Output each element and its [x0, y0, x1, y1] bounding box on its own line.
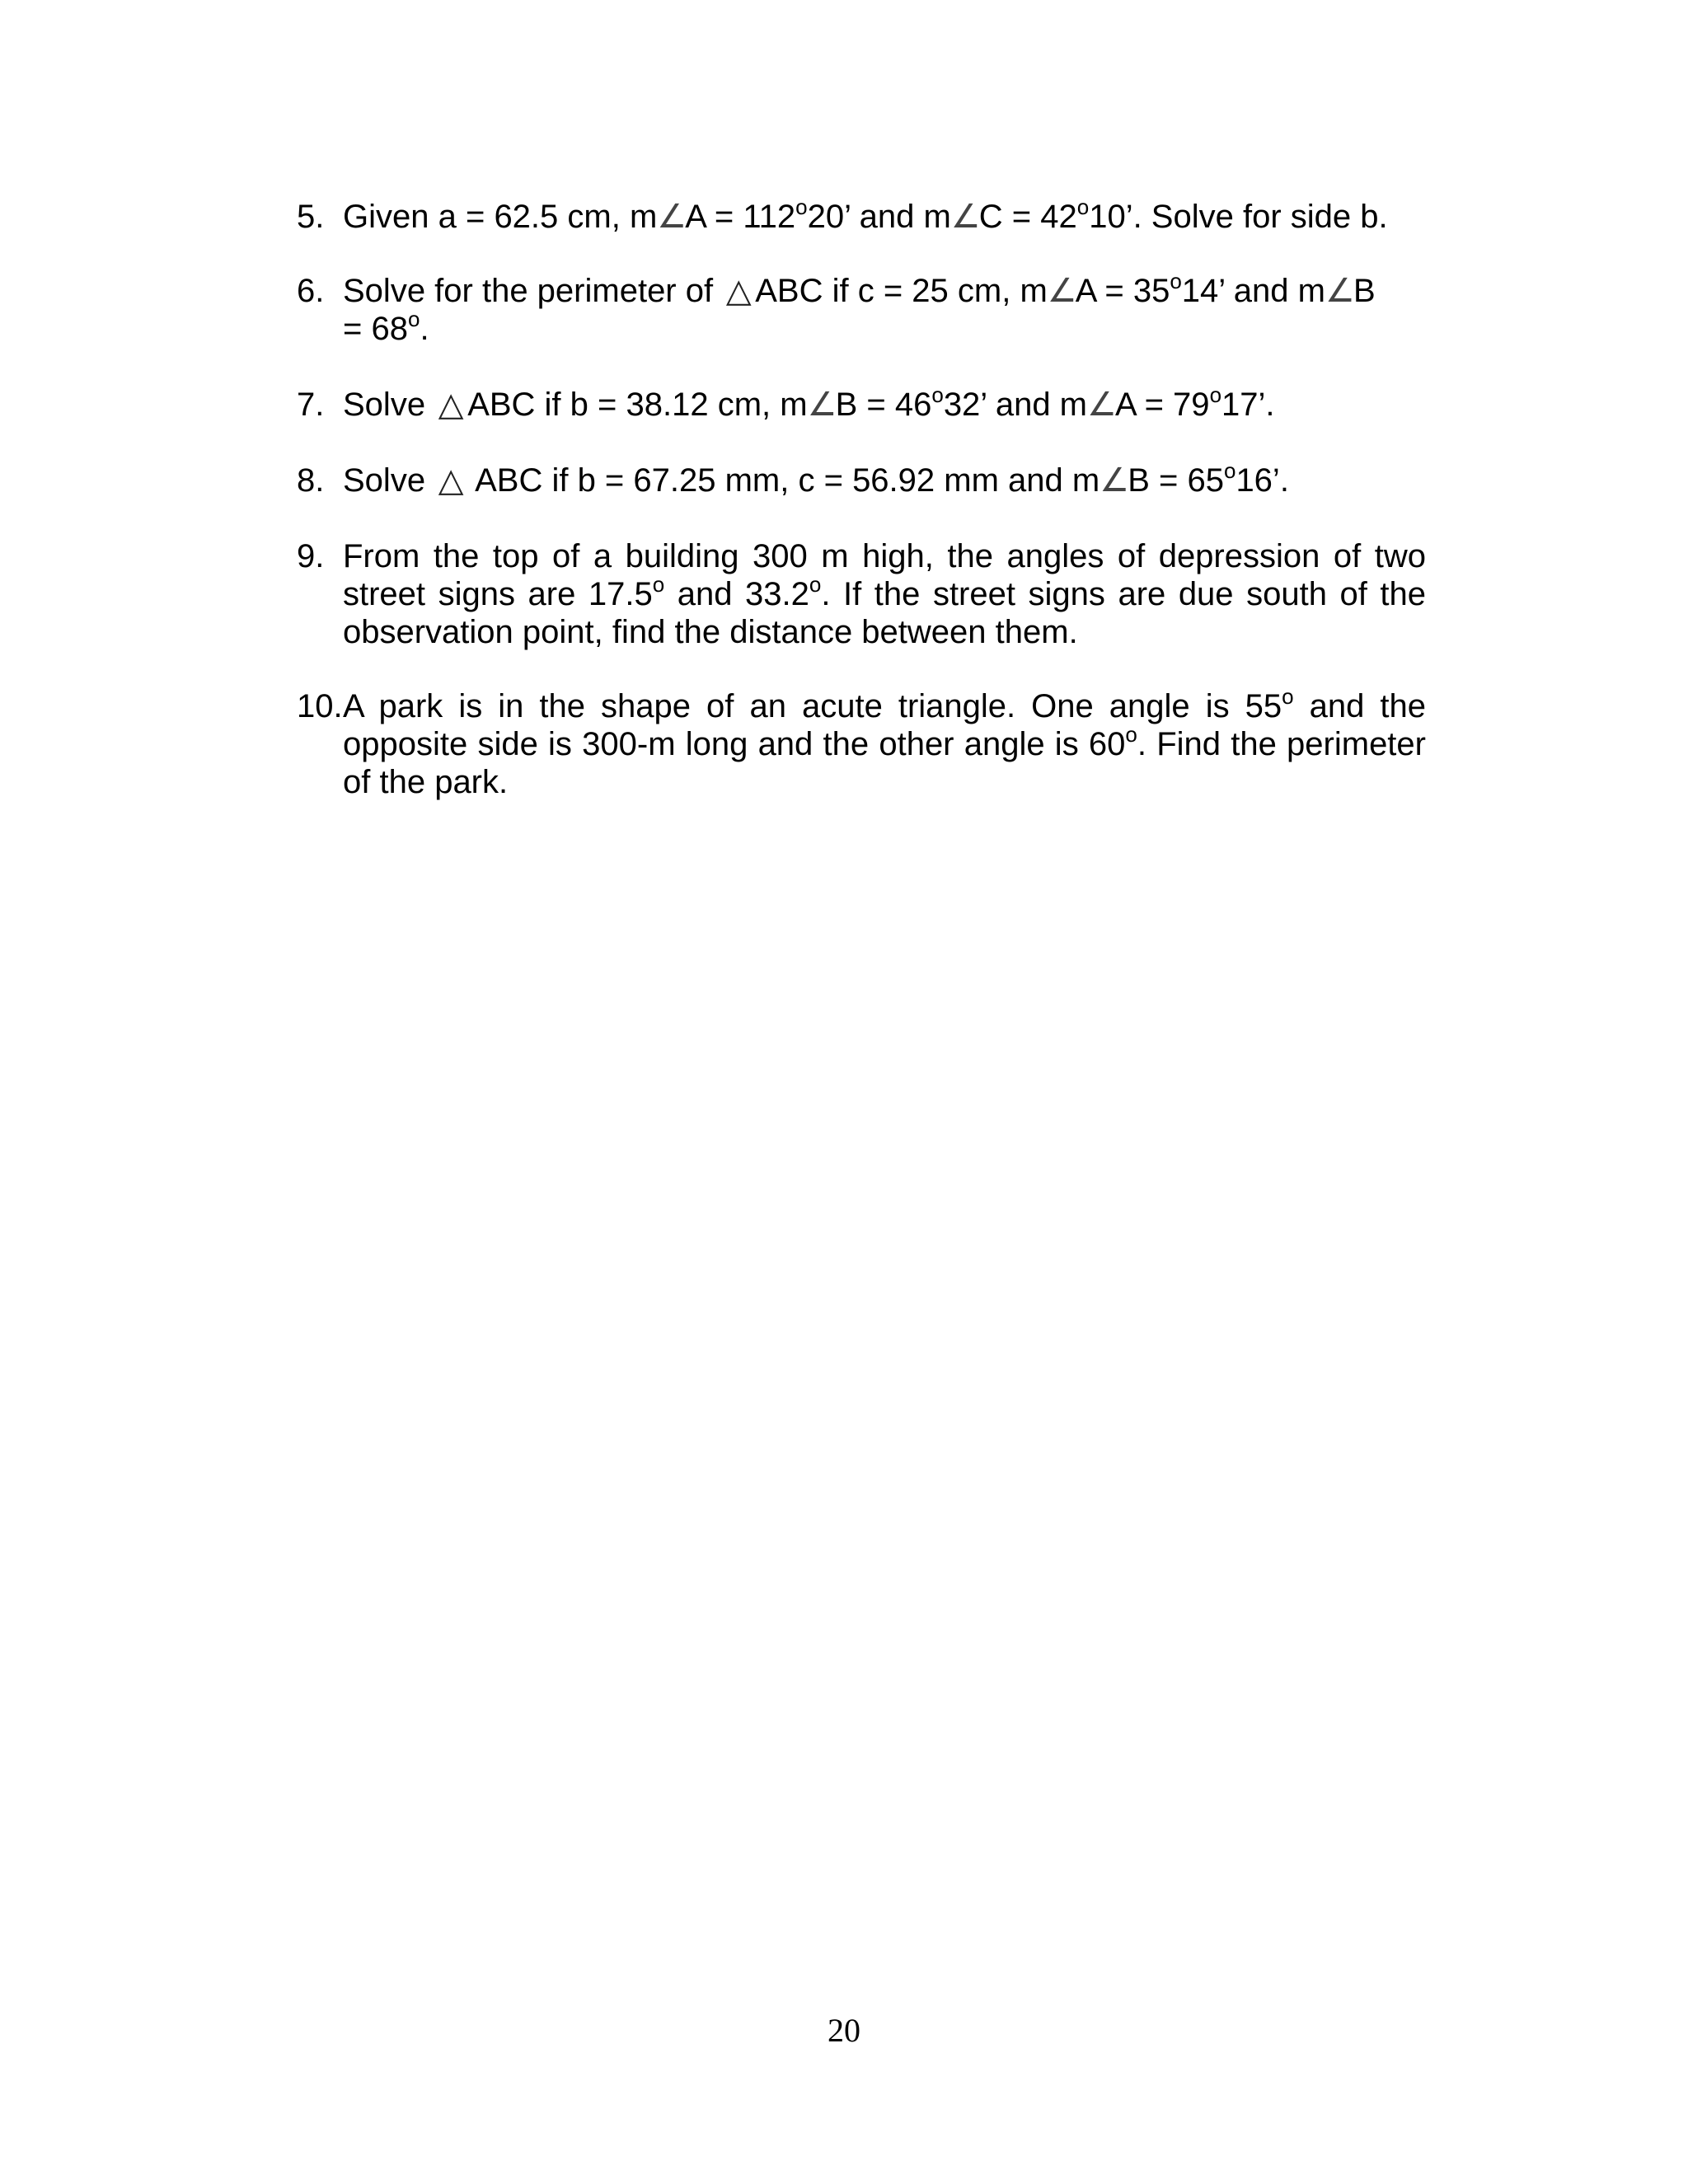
degree-mark: o: [652, 571, 665, 597]
degree-mark: o: [1209, 382, 1222, 407]
problem-text: [343, 194, 1426, 236]
problem-text: [343, 382, 1426, 424]
angle-symbol: ∠: [657, 199, 687, 235]
angle-symbol: ∠: [950, 199, 981, 235]
problem-line: Given a = 62.5 cm, m∠A = $112^o20$’ and m∠C = $42^o10$’. Solve for side b.: [343, 194, 1388, 235]
problem-line: street signs are 17.5$^o$ and 33.2$^o$. If the street signs are due south of the: [343, 571, 1427, 612]
problem-line: Solve △ ABC if b = 38.12 cm, m∠B = $46^o32$’ and m∠A = $79^o17$’.: [343, 382, 1275, 423]
problem-text: [343, 268, 1426, 348]
problem-5: [297, 194, 1426, 236]
problem-number: 8.: [297, 462, 325, 499]
problem-text: [343, 683, 1426, 801]
degree-mark: o: [795, 194, 808, 219]
triangle-symbol: △: [438, 387, 464, 423]
problem-line: opposite side is 300-m long and the other angle is 60$^o$. Find the perimeter: [343, 721, 1426, 762]
angle-symbol: ∠: [1325, 273, 1355, 309]
problem-8: [297, 457, 1426, 499]
degree-mark: o: [407, 306, 420, 331]
problem-number: 9.: [297, 538, 325, 574]
problem-line: Solve △ ABC if b = 67.25 mm, c = 56.92 mm and m∠B = $65^o16$’.: [343, 457, 1289, 499]
problem-line: A park is in the shape of an acute triangle. One angle is 55$^o$ and the: [343, 683, 1426, 724]
triangle-symbol: △: [438, 462, 464, 499]
degree-mark: o: [1282, 683, 1294, 709]
problem-10: [297, 683, 1426, 801]
problem-line: From the top of a building 300 m high, the angles of depression of two: [343, 538, 1426, 574]
triangle-symbol: △: [725, 273, 752, 309]
problem-6: [297, 268, 1426, 348]
problem-number: 5.: [297, 199, 325, 235]
problem-9: [297, 537, 1426, 651]
angle-symbol: ∠: [1087, 387, 1117, 423]
degree-mark: o: [1170, 268, 1182, 293]
degree-mark: o: [1125, 721, 1137, 747]
problem-number: 6.: [297, 273, 325, 309]
page-number: 20: [828, 2012, 860, 2049]
angle-symbol: ∠: [1100, 462, 1130, 499]
problem-text: [343, 457, 1426, 499]
problem-line: Solve for the perimeter of △ ABC if c = 25 cm, m∠A = $35^o14$’ and m∠B: [343, 268, 1376, 309]
angle-symbol: ∠: [807, 387, 837, 423]
problem-text: [343, 537, 1426, 651]
problem-7: [297, 382, 1426, 424]
problem-line: observation point, find the distance between them.: [343, 614, 1078, 650]
problem-number: 10.: [297, 688, 343, 724]
degree-mark: o: [809, 571, 822, 597]
degree-mark: o: [931, 382, 944, 407]
problem-line: of the park.: [343, 764, 509, 800]
problem-number: 7.: [297, 387, 325, 423]
problem-line: = $68^o$.: [343, 306, 429, 347]
degree-mark: o: [1223, 457, 1236, 483]
angle-symbol: ∠: [1047, 273, 1077, 309]
degree-mark: o: [1076, 194, 1090, 219]
